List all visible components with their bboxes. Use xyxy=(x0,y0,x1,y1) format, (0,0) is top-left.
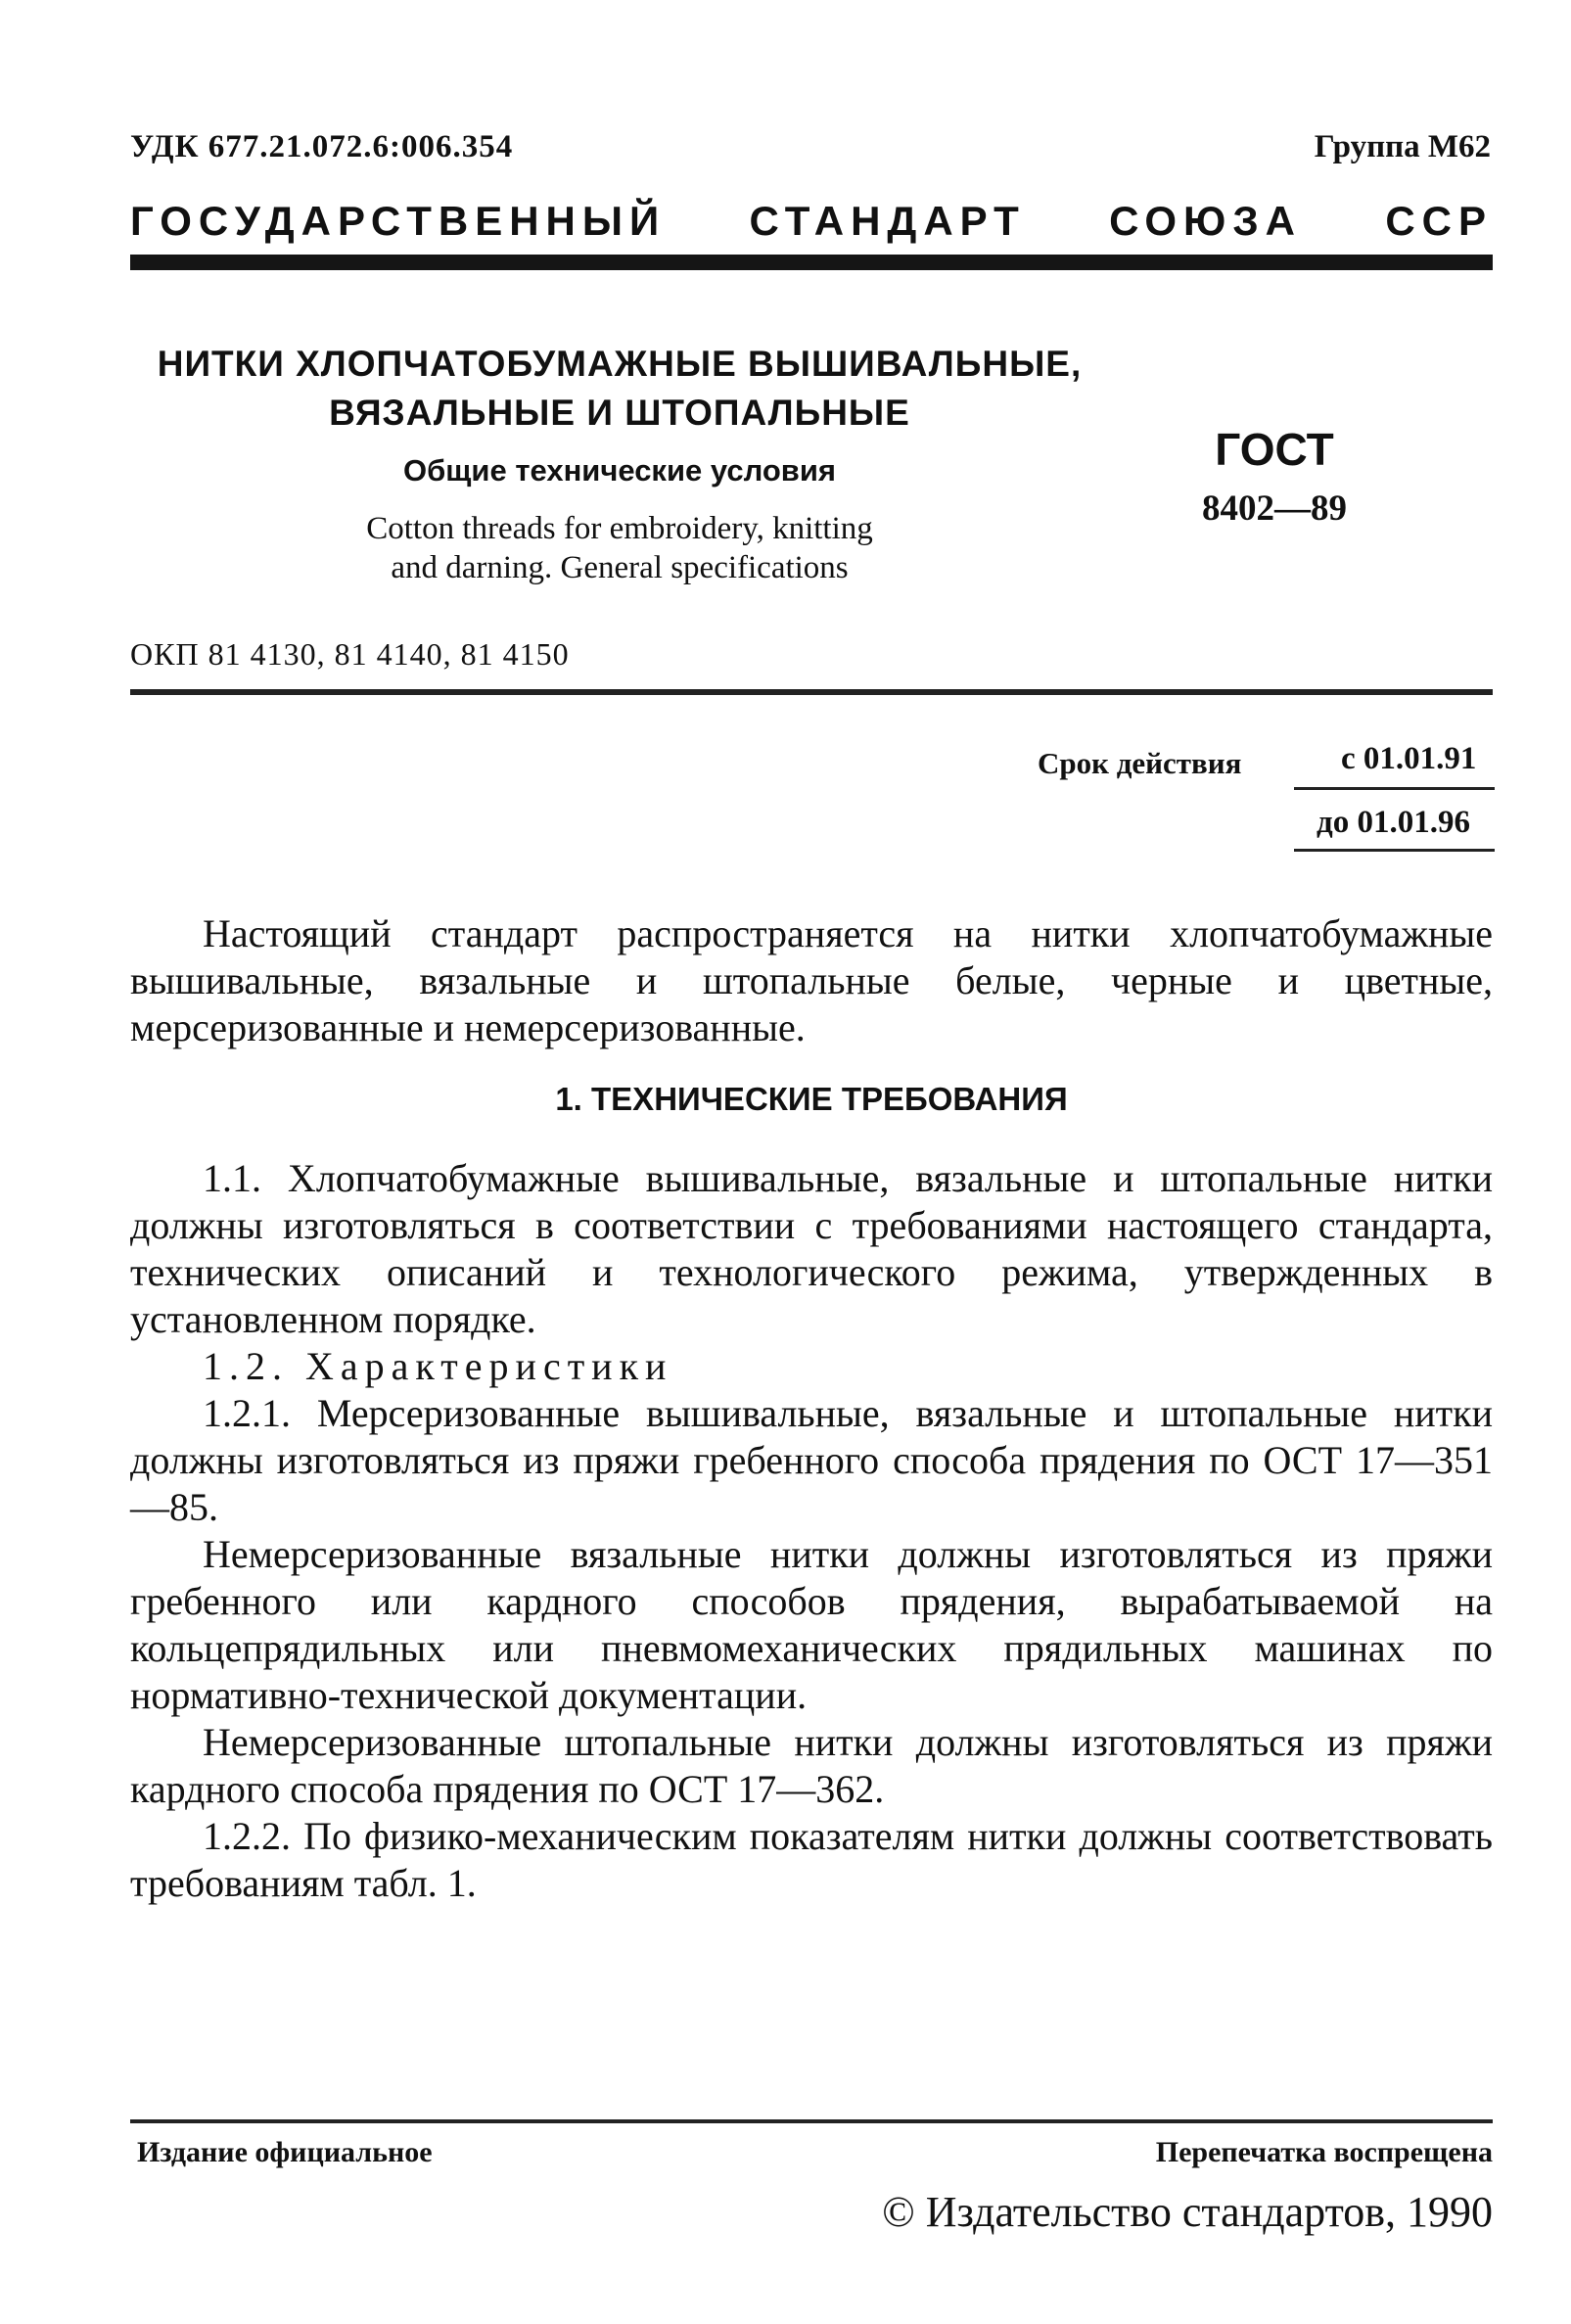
intro-paragraph: Настоящий стандарт распространяется на нитки хлопчатобумажные вышивальные, вязальные и штопальные белые, черные и цветные, мерсеризованные и немерсеризованные. xyxy=(130,911,1493,1049)
paragraph: 1.2.2. По физико-механическим показателям нитки должны соответствовать требованиям табл. 1. xyxy=(130,1814,1493,1905)
validity-rule xyxy=(1294,787,1495,790)
section-body xyxy=(130,1155,1493,1907)
okp-codes: ОКП 81 4130, 81 4140, 81 4150 xyxy=(130,636,570,672)
characteristics-heading: 1.2. Характеристики xyxy=(203,1344,673,1388)
copyright: © Издательство стандартов, 1990 xyxy=(882,2188,1493,2236)
banner-word: ГОСУДАРСТВЕННЫЙ xyxy=(130,198,667,244)
banner-word: СОЮЗА xyxy=(1109,198,1303,244)
header-divider xyxy=(130,255,1493,270)
title-line: ВЯЗАЛЬНЫЕ И ШТОПАЛЬНЫЕ xyxy=(329,393,910,433)
paragraph: 1.2.1. Мерсеризованные вышивальные, вязальные и штопальные нитки должны изготовляться из пряжи гребенного способа прядения по ОСТ 17—351—85. xyxy=(130,1391,1493,1529)
group-code: Группа М62 xyxy=(1314,129,1491,164)
document-title xyxy=(130,340,1109,438)
gost-label: ГОСТ xyxy=(1215,424,1334,475)
title-line: НИТКИ ХЛОПЧАТОБУМАЖНЫЕ ВЫШИВАЛЬНЫЕ, xyxy=(157,344,1083,384)
validity-label: Срок действия xyxy=(1038,746,1242,780)
paragraph: Немерсеризованные вязальные нитки должны изготовляться из пряжи гребенного или кардного способов прядения, вырабатываемой на кольцепрядильных или пневмомеханических прядильных машинах по нормативно-технической документации. xyxy=(130,1532,1493,1717)
udk-code: УДК 677.21.072.6:006.354 xyxy=(130,129,514,164)
reprint-note: Перепечатка воспрещена xyxy=(1155,2136,1493,2168)
banner-word: ССР xyxy=(1385,198,1493,244)
english-title xyxy=(130,509,1109,587)
english-title-line: and darning. General specifications xyxy=(391,550,849,585)
gost-number: 8402—89 xyxy=(1202,488,1347,529)
paragraph: 1.1. Хлопчатобумажные вышивальные, вязальные и штопальные нитки должны изготовляться в соответствии с требованиями настоящего стандарта, технических описаний и технологического режима, утвержденных в установленном порядке. xyxy=(130,1156,1493,1341)
validity-from: с 01.01.91 xyxy=(1341,741,1477,776)
footer-divider xyxy=(130,2119,1493,2123)
validity-rule xyxy=(1294,849,1495,852)
edition-note: Издание официальное xyxy=(137,2136,433,2168)
document-subtitle: Общие технические условия xyxy=(403,453,836,488)
banner-word: СТАНДАРТ xyxy=(749,198,1026,244)
validity-to: до 01.01.96 xyxy=(1317,805,1470,840)
title-divider xyxy=(130,689,1493,695)
paragraph: Немерсеризованные штопальные нитки должны изготовляться из пряжи кардного способа прядения по ОСТ 17—362. xyxy=(130,1720,1493,1811)
section-heading: 1. ТЕХНИЧЕСКИЕ ТРЕБОВАНИЯ xyxy=(555,1081,1068,1117)
state-standard-banner xyxy=(130,198,1493,245)
english-title-line: Cotton threads for embroidery, knitting xyxy=(366,511,873,546)
paragraph xyxy=(130,1343,1493,1390)
